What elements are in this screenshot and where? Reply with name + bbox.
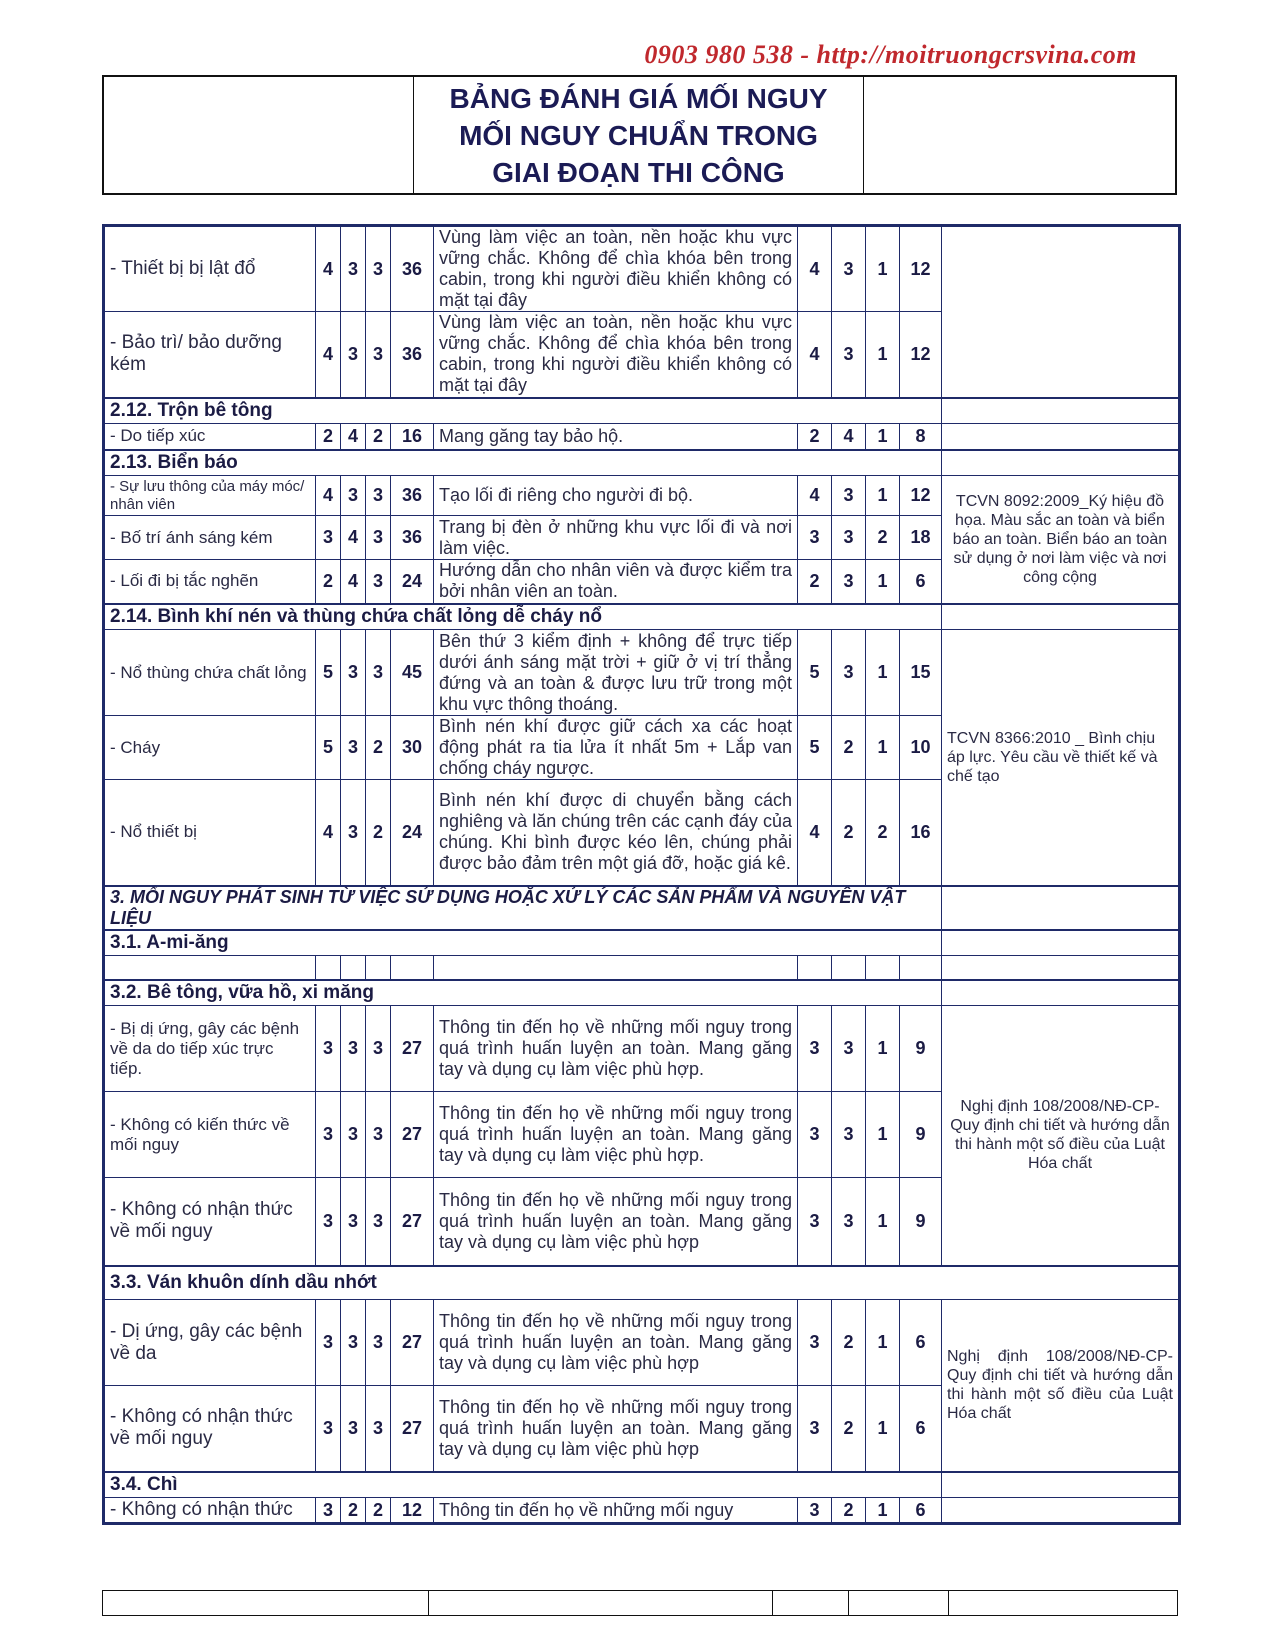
score-cell: 3: [341, 1300, 366, 1386]
score-cell: 3: [366, 1092, 391, 1178]
score-cell: 3: [832, 560, 866, 604]
section-row: [104, 398, 1180, 424]
residual-risk-cell: 6: [900, 1300, 942, 1386]
score-cell: 3: [798, 1498, 832, 1524]
control-measure-cell: Thông tin đến họ về những mối nguy: [434, 1498, 798, 1524]
score-cell: 1: [866, 1178, 900, 1266]
score-cell: 3: [366, 1386, 391, 1472]
hazard-cell: - Không có nhận thức về mối nguy: [104, 1178, 316, 1266]
score-cell: 1: [866, 1498, 900, 1524]
hazard-cell: - Cháy: [104, 716, 316, 780]
residual-risk-cell: 9: [900, 1092, 942, 1178]
score-cell: 3: [798, 1092, 832, 1178]
score-cell: 4: [316, 312, 341, 398]
score-cell: 3: [366, 1178, 391, 1266]
score-cell: 3: [798, 1006, 832, 1092]
hazard-cell: - Bị dị ứng, gây các bệnh về da do tiếp xúc trực tiếp.: [104, 1006, 316, 1092]
control-measure-cell: Vùng làm việc an toàn, nền hoặc khu vực vững chắc. Không để chìa khóa bên trong cabin, trong khi người điều khiển không có mặt tại đây: [434, 312, 798, 398]
empty-cell: [798, 956, 832, 980]
control-measure-cell: Bình nén khí được di chuyển bằng cách nghiêng và lăn chúng trên các cạnh đáy của chúng. Khi bình được kéo lên, chúng phải được bảo đảm trên một giá đỡ, hoặc giá kê.: [434, 780, 798, 886]
control-measure-cell: Thông tin đến họ về những mối nguy trong quá trình huấn luyện an toàn. Mang găng tay và dụng cụ làm việc phù hợp.: [434, 1006, 798, 1092]
score-cell: 4: [341, 516, 366, 560]
score-cell: 2: [798, 424, 832, 450]
control-measure-cell: Thông tin đến họ về những mối nguy trong quá trình huấn luyện an toàn. Mang găng tay và dụng cụ làm việc phù hợp: [434, 1178, 798, 1266]
hazard-cell: - Do tiếp xúc: [104, 424, 316, 450]
score-cell: 1: [866, 1092, 900, 1178]
section-row: [104, 930, 1180, 956]
control-measure-cell: Bình nén khí được giữ cách xa các hoạt động phát ra tia lửa ít nhất 5m + Lắp van chống cháy ngược.: [434, 716, 798, 780]
residual-risk-cell: 10: [900, 716, 942, 780]
score-cell: 3: [341, 1092, 366, 1178]
score-cell: 4: [341, 560, 366, 604]
hazard-cell: - Nổ thiết bị: [104, 780, 316, 886]
residual-risk-cell: 8: [900, 424, 942, 450]
table-row: [104, 1300, 1180, 1386]
score-cell: 4: [316, 780, 341, 886]
score-cell: 3: [832, 1006, 866, 1092]
reference-cell: Nghị định 108/2008/NĐ-CP-Quy định chi tiết và hướng dẫn thi hành một số điều của Luật Hóa chất: [942, 1300, 1180, 1472]
score-cell: 2: [366, 1498, 391, 1524]
section-title: 3.3. Ván khuôn dính dầu nhớt: [104, 1266, 1180, 1300]
section-title: 3. MỐI NGUY PHÁT SINH TỪ VIỆC SỬ DỤNG HOẶC XỬ LÝ CÁC SẢN PHẨM VÀ NGUYÊN VẬT LIỆU: [104, 886, 942, 930]
hazard-cell: - Sự lưu thông của máy móc/ nhân viên: [104, 476, 316, 516]
score-cell: 1: [866, 716, 900, 780]
score-cell: 1: [866, 476, 900, 516]
score-cell: 2: [832, 780, 866, 886]
empty-cell: [866, 956, 900, 980]
score-cell: 4: [341, 424, 366, 450]
hazard-cell: - Dị ứng, gây các bệnh về da: [104, 1300, 316, 1386]
section-title: 3.4. Chì: [104, 1472, 942, 1498]
reference-cell: [942, 1472, 1180, 1498]
contact-header: 0903 980 538 - http://moitruongcrsvina.com: [644, 40, 1137, 69]
section-row: [104, 980, 1180, 1006]
score-cell: 3: [316, 1092, 341, 1178]
section-row: [104, 450, 1180, 476]
page-footer: [102, 1590, 1178, 1616]
footer-cell: [849, 1591, 949, 1615]
score-cell: 3: [366, 1300, 391, 1386]
section-title: 3.2. Bê tông, vữa hồ, xi măng: [104, 980, 942, 1006]
risk-score-cell: 36: [391, 312, 434, 398]
control-measure-cell: Thông tin đến họ về những mối nguy trong quá trình huấn luyện an toàn. Mang găng tay và dụng cụ làm việc phù hợp: [434, 1386, 798, 1472]
score-cell: 3: [832, 1092, 866, 1178]
hazard-cell: - Bố trí ánh sáng kém: [104, 516, 316, 560]
score-cell: 4: [798, 476, 832, 516]
score-cell: 2: [366, 424, 391, 450]
residual-risk-cell: 12: [900, 476, 942, 516]
table-row: [104, 1498, 1180, 1524]
risk-score-cell: 36: [391, 226, 434, 312]
score-cell: 3: [832, 516, 866, 560]
score-cell: 3: [832, 476, 866, 516]
score-cell: 1: [866, 312, 900, 398]
header-right-cell: [864, 77, 1175, 193]
reference-cell: [942, 398, 1180, 424]
reference-cell: [942, 424, 1180, 450]
score-cell: 3: [341, 780, 366, 886]
risk-score-cell: 27: [391, 1386, 434, 1472]
risk-score-cell: 12: [391, 1498, 434, 1524]
risk-score-cell: 24: [391, 560, 434, 604]
reference-cell: Nghị định 108/2008/NĐ-CP-Quy định chi tiết và hướng dẫn thi hành một số điều của Luật Hóa chất: [942, 1006, 1180, 1266]
risk-score-cell: 27: [391, 1092, 434, 1178]
score-cell: 4: [316, 476, 341, 516]
score-cell: 3: [341, 1386, 366, 1472]
score-cell: 3: [798, 1300, 832, 1386]
section-title: 3.1. A-mi-ăng: [104, 930, 942, 956]
score-cell: 3: [341, 226, 366, 312]
hazard-cell: - Không có nhận thức về mối nguy: [104, 1386, 316, 1472]
score-cell: 3: [366, 226, 391, 312]
empty-cell: [104, 956, 316, 980]
score-cell: 3: [316, 1498, 341, 1524]
empty-cell: [366, 956, 391, 980]
empty-cell: [316, 956, 341, 980]
document-header: [102, 75, 1177, 195]
control-measure-cell: Hướng dẫn cho nhân viên và được kiểm tra bởi nhân viên an toàn.: [434, 560, 798, 604]
control-measure-cell: Thông tin đến họ về những mối nguy trong quá trình huấn luyện an toàn. Mang găng tay và dụng cụ làm việc phù hợp: [434, 1300, 798, 1386]
score-cell: 3: [341, 1178, 366, 1266]
hazard-cell: - Thiết bị bị lật đổ: [104, 226, 316, 312]
score-cell: 3: [832, 630, 866, 716]
risk-score-cell: 45: [391, 630, 434, 716]
score-cell: 3: [366, 516, 391, 560]
score-cell: 5: [316, 716, 341, 780]
section-row: [104, 1472, 1180, 1498]
residual-risk-cell: 9: [900, 1178, 942, 1266]
empty-cell: [942, 956, 1180, 980]
empty-cell: [434, 956, 798, 980]
footer-cell: [949, 1591, 1177, 1615]
score-cell: 4: [316, 226, 341, 312]
score-cell: 3: [341, 312, 366, 398]
footer-cell: [103, 1591, 429, 1615]
score-cell: 3: [798, 1386, 832, 1472]
risk-score-cell: 27: [391, 1178, 434, 1266]
reference-cell: [942, 980, 1180, 1006]
title-line: MỐI NGUY CHUẨN TRONG: [459, 119, 818, 151]
score-cell: 1: [866, 560, 900, 604]
risk-score-cell: 36: [391, 476, 434, 516]
section-row: [104, 1266, 1180, 1300]
residual-risk-cell: 15: [900, 630, 942, 716]
score-cell: 3: [341, 716, 366, 780]
score-cell: 2: [832, 1498, 866, 1524]
score-cell: 3: [366, 630, 391, 716]
score-cell: 3: [316, 1178, 341, 1266]
table-row: [104, 630, 1180, 716]
reference-cell: [942, 226, 1180, 398]
table-row: [104, 226, 1180, 312]
section-row: [104, 604, 1180, 630]
residual-risk-cell: 9: [900, 1006, 942, 1092]
hazard-cell: - Không có nhận thức: [104, 1498, 316, 1524]
risk-score-cell: 36: [391, 516, 434, 560]
residual-risk-cell: 6: [900, 560, 942, 604]
score-cell: 1: [866, 1386, 900, 1472]
reference-cell: [942, 1498, 1180, 1524]
control-measure-cell: Thông tin đến họ về những mối nguy trong quá trình huấn luyện an toàn. Mang găng tay và dụng cụ làm việc phù hợp.: [434, 1092, 798, 1178]
empty-cell: [341, 956, 366, 980]
section-title: 2.12. Trộn bê tông: [104, 398, 942, 424]
score-cell: 4: [832, 424, 866, 450]
empty-cell: [391, 956, 434, 980]
residual-risk-cell: 6: [900, 1386, 942, 1472]
score-cell: 1: [866, 424, 900, 450]
score-cell: 2: [316, 424, 341, 450]
score-cell: 2: [316, 560, 341, 604]
empty-cell: [832, 956, 866, 980]
reference-cell: TCVN 8366:2010 _ Bình chịu áp lực. Yêu cầu về thiết kế và chế tạo: [942, 630, 1180, 886]
reference-cell: TCVN 8092:2009_Ký hiệu đồ họa. Màu sắc an toàn và biển báo an toàn. Biển báo an toàn sử dụng ở nơi làm việc và nơi công cộng: [942, 476, 1180, 604]
score-cell: 3: [341, 1006, 366, 1092]
residual-risk-cell: 6: [900, 1498, 942, 1524]
score-cell: 2: [832, 1300, 866, 1386]
risk-score-cell: 16: [391, 424, 434, 450]
empty-cell: [900, 956, 942, 980]
score-cell: 3: [316, 1300, 341, 1386]
score-cell: 3: [798, 516, 832, 560]
score-cell: 4: [798, 780, 832, 886]
score-cell: 3: [832, 312, 866, 398]
hazard-assessment-table: [102, 224, 1181, 1525]
score-cell: 3: [366, 1006, 391, 1092]
control-measure-cell: Bên thứ 3 kiểm định + không để trực tiếp dưới ánh sáng mặt trời + giữ ở vị trí thẳng đứng và an toàn & được lưu trữ trong một khu vực thông thoáng.: [434, 630, 798, 716]
risk-score-cell: 27: [391, 1006, 434, 1092]
score-cell: 3: [366, 560, 391, 604]
residual-risk-cell: 12: [900, 312, 942, 398]
title-line: BẢNG ĐÁNH GIÁ MỐI NGUY: [449, 82, 828, 114]
score-cell: 2: [366, 780, 391, 886]
hazard-cell: - Không có kiến thức về mối nguy: [104, 1092, 316, 1178]
score-cell: 3: [366, 476, 391, 516]
risk-score-cell: 30: [391, 716, 434, 780]
score-cell: 2: [341, 1498, 366, 1524]
score-cell: 4: [798, 226, 832, 312]
reference-cell: [942, 886, 1180, 930]
control-measure-cell: Vùng làm việc an toàn, nền hoặc khu vực vững chắc. Không để chìa khóa bên trong cabin, trong khi người điều khiển không có mặt tại đây: [434, 226, 798, 312]
residual-risk-cell: 18: [900, 516, 942, 560]
score-cell: 3: [316, 1006, 341, 1092]
score-cell: 2: [366, 716, 391, 780]
footer-cell: [429, 1591, 773, 1615]
footer-cell: [773, 1591, 849, 1615]
score-cell: 2: [798, 560, 832, 604]
score-cell: 1: [866, 1006, 900, 1092]
score-cell: 5: [316, 630, 341, 716]
score-cell: 2: [866, 516, 900, 560]
score-cell: 3: [366, 312, 391, 398]
score-cell: 4: [798, 312, 832, 398]
hazard-cell: - Lối đi bị tắc nghẽn: [104, 560, 316, 604]
hazard-cell: - Bảo trì/ bảo dưỡng kém: [104, 312, 316, 398]
score-cell: 2: [866, 780, 900, 886]
table-row: [104, 1006, 1180, 1092]
section-row: [104, 886, 1180, 930]
score-cell: 5: [798, 716, 832, 780]
score-cell: 3: [832, 226, 866, 312]
score-cell: 3: [832, 1178, 866, 1266]
table-row: [104, 424, 1180, 450]
score-cell: 1: [866, 630, 900, 716]
score-cell: 1: [866, 1300, 900, 1386]
score-cell: 3: [798, 1178, 832, 1266]
table-row: [104, 476, 1180, 516]
reference-cell: [942, 930, 1180, 956]
residual-risk-cell: 12: [900, 226, 942, 312]
risk-score-cell: 27: [391, 1300, 434, 1386]
reference-cell: [942, 450, 1180, 476]
header-left-cell: [104, 77, 414, 193]
section-title: 2.14. Bình khí nén và thùng chứa chất lỏng dễ cháy nổ: [104, 604, 942, 630]
reference-cell: [942, 604, 1180, 630]
score-cell: 2: [832, 1386, 866, 1472]
score-cell: 3: [341, 630, 366, 716]
control-measure-cell: Mang găng tay bảo hộ.: [434, 424, 798, 450]
control-measure-cell: Tạo lối đi riêng cho người đi bộ.: [434, 476, 798, 516]
risk-score-cell: 24: [391, 780, 434, 886]
control-measure-cell: Trang bị đèn ở những khu vực lối đi và nơi làm việc.: [434, 516, 798, 560]
score-cell: 5: [798, 630, 832, 716]
section-title: 2.13. Biển báo: [104, 450, 942, 476]
table-row: [104, 956, 1180, 980]
score-cell: 3: [341, 476, 366, 516]
score-cell: 3: [316, 1386, 341, 1472]
score-cell: 3: [316, 516, 341, 560]
score-cell: 1: [866, 226, 900, 312]
hazard-cell: - Nổ thùng chứa chất lỏng: [104, 630, 316, 716]
residual-risk-cell: 16: [900, 780, 942, 886]
title-line: GIAI ĐOẠN THI CÔNG: [492, 156, 785, 188]
document-title: [414, 77, 864, 193]
score-cell: 2: [832, 716, 866, 780]
